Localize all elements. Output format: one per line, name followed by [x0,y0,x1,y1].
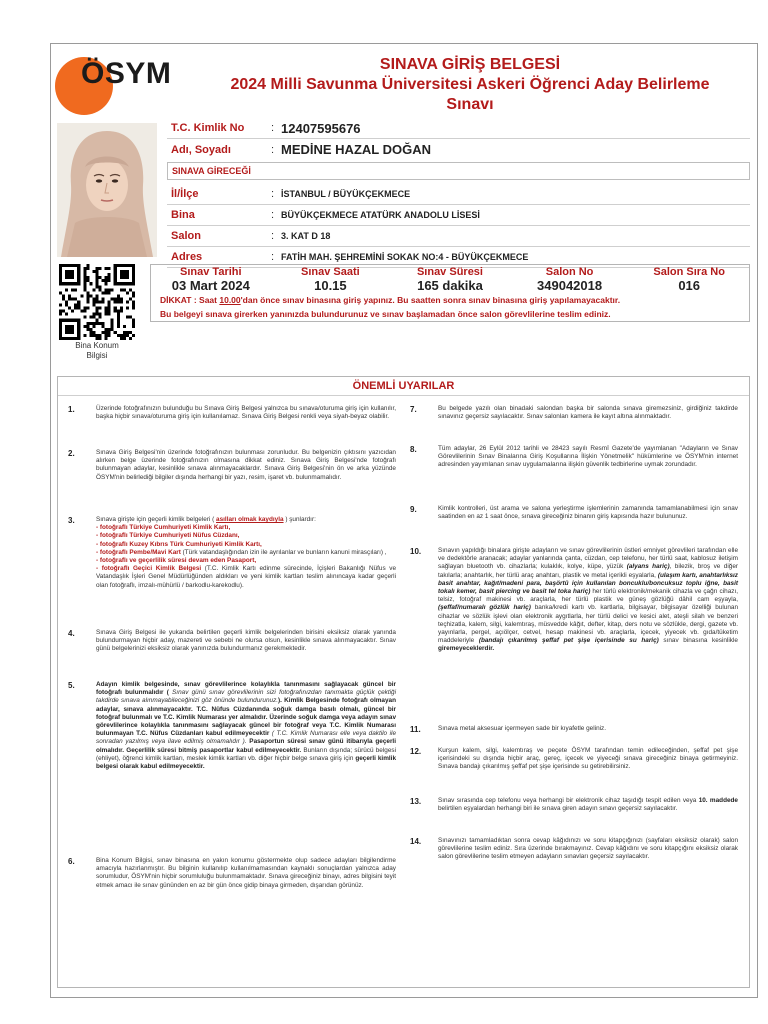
adres-label: Adres [171,251,203,263]
id-type-2: - fotoğraflı Türkiye Cumhuriyeti Nüfus Cüzdanı, [96,532,240,540]
warning-item-1 [66,405,396,421]
warning-number: 4. [68,629,75,638]
warning-5-part-c: ). Kimlik Belgesinde fotoğrafı olmayan adaylar, sınava alınmayacaktır. T.C. Nüfus Cüzdanında soğuk damga basılı olmalı, güncel bir fotoğraf bulunmalı ve T.C. Kimlik Numarası yer almalıdır. Üzerinde soğuk damga veya adayın sınav görevlilerince kolaylıkla tanınmasını sağlayacak güncel bir fotoğraf veya T.C. Kimlik Numarası bulunmayan T.C. Nüfus Cüzdanları kabul edilmeyecektir [96,697,396,738]
salon-seat-label: Salon Sıra No [653,266,725,278]
exam-time-value: 10.15 [314,278,347,293]
title-line-3: Sınavı [446,96,494,113]
il-label: İl/İlçe [171,188,199,200]
warning-10-part-d: (ulaşım kartı, anahtarlıksız basit anahtar, kağıt/madeni para, başörtü için kullanılan boncuklu/boncuksuz toplu iğne, basit tokalı kemer, basit piercing ve basit tel toka hariç) [438,571,738,596]
warning-text: Kurşun kalem, silgi, kalemtıraş ve peçete ÖSYM tarafından temin edileceğinden, şeffaf pet şişe içerisindeki su dışında hiçbir araç, gereç, içecek ve yiyeceği sınava gireceğiniz binaya getirmeyiniz. Sınava bandajı çıkarılmış şeffaf pet şişe içerisinde su getirebilirsiniz. [438,747,738,771]
warning-13-part-a: Sınav sırasında cep telefonu veya herhangi bir elektronik cihaz taşıdığı tespit edilen veya [438,797,699,804]
bina-label: Bina [171,209,195,221]
warning-number: 2. [68,449,75,458]
salon-row [167,226,750,247]
warning-item-4 [66,629,396,654]
warning-text [438,547,738,654]
warning-item-8 [408,445,738,470]
notice-time: 10.00 [219,295,241,305]
warning-10-part-b: (alyans hariç) [626,563,670,571]
warning-item-6 [66,857,396,890]
exam-date-label: Sınav Tarihi [180,266,242,278]
id-type-3: - fotoğraflı Kuzey Kıbrıs Türk Cumhuriyeti Kimlik Kartı, [96,540,262,548]
warning-item-14 [408,837,738,862]
id-type-1: - fotoğraflı Türkiye Cumhuriyeti Kimlik Kartı, [96,524,231,532]
id-type-6-note: (T.C. Kimlik Kartı edinme sürecinde, İçişleri Bakanlığı Nüfus ve Vatandaşlık İşleri Genel Müdürlüğünden aldıkları ve yeni kimlik kartları teslim alınıncaya kadar geçerli olan fotoğraflı, imzalı-mühürlü / barkodlu-karekodlu). [96,565,397,589]
warning-text [96,516,396,590]
warning-item-5 [66,681,396,771]
warning-text: Üzerinde fotoğrafınızın bulunduğu bu Sınava Giriş Belgesi yalnızca bu sınava/oturuma giriş için kullanılır, başka hiçbir sınava/oturuma giriş için kullanılamaz. Sınava Giriş Belgesi renkli veya siyah-beyaz olabilir. [96,405,396,421]
warning-10-part-a: Sınavın yapıldığı binalara girişte adayların ve sınav görevlilerinin üstleri emniyet görevlileri tarafından elle ve dedektörle aranacak; adaylar yanlarında çanta, cüzdan, cep telefonu, her türlü saat, kablosuz iletişim sağlayan bluetooth vb. cihazlarla; kulaklık, kolye, küpe, yüzük [438,547,738,571]
name-value: MEDİNE HAZAL DOĞAN [281,142,431,157]
warning-number: 6. [68,857,75,866]
warning-number: 1. [68,405,75,414]
salon-seat-value: 016 [678,278,701,293]
warning-5-part-b: Sınav günü sınav görevlilerinin sizi fotoğrafınızdan tanımakta güçlük çektiği takdirde sınava alınmayabileceğinizi göz önünde bulundurunuz. [96,689,397,705]
warning-10-part-j: giremeyeceklerdir. [438,645,495,653]
warning-number: 14. [410,837,422,846]
warning-number: 12. [410,747,422,756]
warning-13-part-b: 10. maddede [698,797,738,804]
exam-duration-cell [390,265,510,293]
warning-item-10 [408,547,738,654]
salon-no-cell [510,265,630,293]
warning-10-part-e: her türlü elektronik/mekanik cihazla ve çağrı cihazı, telsiz, fotoğraf makinesi vb. araçlarla, her türlü plastik ve güneş gözlüğü dâhil cam eşyayla, [438,588,738,604]
bina-row [167,205,750,226]
tc-row [167,118,750,139]
warning-10-part-i: sınav binasına kesinlikle [658,637,738,645]
notice-prefix: DİKKAT : Saat [160,295,220,305]
warning-5-part-a: Adayın kimlik belgesinde, sınav görevlilerince kolaylıkla tanınmasını sağlayacak güncel bir fotoğrafı bulunmalıdır ( [96,681,396,697]
warning-item-9 [408,505,738,521]
warning-number: 3. [68,516,75,525]
warning-text: Kimlik kontrolleri, üst arama ve salona yerleştirme işlemlerinin zamanında tamamlanabilmesi için sınav saatinden en az 1 saat önce, sınava gireceğiniz binanın giriş kapısında hazır bulununuz. [438,505,738,521]
warning-13-part-c: belirtilen eşyalardan herhangi biri ile sınava giren adayın sınavı geçersiz sayılacaktır. [438,805,678,813]
warning-5-part-e: Pasaportun süresi sınav günü itibarıyla geçerli olmalıdır. Geçerlilik süresi bitmiş pasaportlar kabul edilmeyecektir. [96,738,396,754]
warning-text: Tüm adaylar, 26 Eylül 2012 tarihli ve 28423 sayılı Resmî Gazete'de yayımlanan "Adayların ve Sınav Görevlilerinin Sınav Binalarına Giriş Koşullarına İlişkin Yönetmelik" hükümlerine ve ÖSYM'nin internet adresinden yayımlanan sınav uygulamalarına ilişkin güvenlik tedbirlerine uymak zorundadır. [438,445,738,469]
warning-number: 13. [410,797,422,806]
warning-number: 9. [410,505,417,514]
warning-10-part-h: (bandajı çıkarılmış şeffaf pet şişe içerisinde su hariç) [478,637,659,645]
warning-number: 7. [410,405,417,414]
salon-no-label: Salon No [545,266,594,278]
warning-number: 10. [410,547,422,556]
colon: : [271,209,275,221]
warning-5-part-g: geçerli kimlik belgesi olarak kabul edilmeyecektir. [96,754,396,771]
warning-number: 8. [410,445,417,454]
qr-caption-line-1: Bina Konum [75,341,119,350]
warning-number: 11. [410,725,421,734]
osym-logo [55,55,185,115]
tc-value: 12407595676 [281,120,361,136]
exam-time-cell [271,265,391,293]
entry-time-notice [160,295,750,305]
warning-item-3 [66,516,396,590]
bina-value: BÜYÜKÇEKMECE ATATÜRK ANADOLU LİSESİ [281,210,480,220]
location-qr-code [57,264,137,340]
id-type-6: - fotoğraflı Geçici Kimlik Belgesi [96,565,202,573]
warning-text: Bu belgede yazılı olan binadaki salondan başka bir salonda sınava giremezsiniz, girdiğiniz takdirde sınavınız geçersiz sayılacaktır. Sınav salonları kamera ile kayıt altına alınmaktadır. [438,405,738,421]
warning-text: Sınavınızı tamamladıktan sonra cevap kâğıdınızı ve soru kitapçığınızı (sayfaları eksiksiz olarak) salon görevlilerine teslim ediniz. Sıra üzerinde bırakmayınız. Cevap kâğıdını ve soru kitapçığını eksiksiz olarak salon görevlilerine teslim etmeyen adayların sınavları geçersiz sayılacaktır. [438,837,738,861]
warning-text: Sınava Giriş Belgesi'nin üzerinde fotoğrafınızın bulunması zorunludur. Bu belgenizin çıktısını yazıcıdan alırken belge üzerinde fotoğrafınızın olmasına dikkat ediniz. Sınava Giriş Belgesi'nde fotoğrafı bulunmayan adaylar, kesinlikle sınava alınmayacaklardır. Sınava Giriş Belgesi'nin ön ve arka yüzünde ÖSYM'nin belirlediği bilgiler dışında herhangi bir yazı, resim, işaret vb. bulunmamalıdır. [96,449,396,481]
warning-item-12 [408,747,738,772]
warning-item-11 [408,725,738,734]
logo-text: ÖSYM [81,57,172,90]
exam-info-row [151,265,749,293]
warning-item-7 [408,405,738,421]
warning-3-emphasis: asılları olmak kaydıyla [216,516,284,523]
warning-3-intro-end: ) şunlardır: [283,516,316,523]
il-value: İSTANBUL / BÜYÜKÇEKMECE [281,189,411,199]
warning-text: Sınava Giriş Belgesi ile yukarıda belirtilen geçerli kimlik belgelerinden birisini eksiksiz olarak yanında bulundurmayan hiçbir aday, mazereti ve sebebi ne olursa olsun, kesinlikle sınava alınmayacaktır. Sınav günü belgelerinizi eksiksiz olarak yanınızda bulundurmanız gerekmektedir. [96,629,396,653]
name-row [167,139,750,160]
warning-text [438,797,738,813]
warning-10-part-f: (şeffaf/numaralı gözlük hariç) [438,604,531,612]
warning-text [96,681,396,771]
warning-3-intro: Sınava girişte için geçerli kimlik belgeleri ( [96,516,217,523]
divider [58,395,749,396]
colon: : [271,230,275,242]
exam-date-value: 03 Mart 2024 [171,278,250,293]
colon: : [271,251,275,263]
id-type-5: - fotoğraflı ve geçerlilik süresi devam eden Pasaport, [96,557,257,565]
exam-date-cell [151,265,271,293]
tc-label: T.C. Kimlik No [171,122,245,134]
warning-text: Bina Konum Bilgisi, sınav binasına en yakın konumu göstermekte olup sadece adayları bilgilendirme amacıyla hazırlanmıştır. Bu bilginin kullanılıp kullanılmamasından kaynaklı sonuçlardan yalnızca aday sorumludur, ÖSYM'nin hiçbir sorumluluğu bulunmamaktadır. Sınava gireceğiniz binayı, adres bilgisini teyit etmek amacı ile sınav gününden en az bir gün önce gidip binaya girmeden, dışarıdan görünüz. [96,857,396,889]
warning-item-2 [66,449,396,482]
salon-no-value: 349042018 [537,278,603,293]
warning-item-13 [408,797,738,813]
document-notice: Bu belgeyi sınava girerken yanınızda bulundurunuz ve sınav başlamadan önce salon görevlilerine teslim ediniz. [160,309,611,319]
title-line-1: SINAVA GİRİŞ BELGESİ [379,56,561,73]
important-warnings [57,376,750,988]
id-type-4-note: (Türk vatandaşlığından izin ile ayrılanlar ve bunların kanuni mirasçıları) , [180,548,387,556]
exam-duration-value: 165 dakika [417,278,483,293]
exam-duration-label: Sınav Süresi [416,266,483,278]
qr-caption [57,341,137,361]
il-row [167,184,750,205]
colon: : [271,143,275,156]
warning-5-part-f: Bunların dışında; sürücü belgesi (ehliyet), öğrenci kimlik kartları, meslek kimlik kartları vb. diğer hiçbir belge sınava giriş için [96,746,396,762]
document-title [190,55,750,115]
warnings-title: ÖNEMLİ UYARILAR [352,380,455,392]
warning-5-part-d: ( T.C. Kimlik Numarası elle veya daktilo ile sonradan yazılmış veya ilave edilmiş olmamalıdır ). [96,730,396,746]
salon-label: Salon [171,230,201,242]
candidate-info [167,118,750,268]
warning-number: 5. [68,681,75,690]
title-line-2: 2024 Milli Savunma Üniversitesi Askeri Öğrenci Aday Belirleme [230,76,710,93]
warning-10-part-c: , bilezik, broş ve diğer takılarla; anahtarlık, her türlü araç anahtarı, plastik ve metal içerikli eşyalarla, [438,563,738,579]
salon-seat-cell [629,265,749,293]
warning-text: Sınava metal aksesuar içermeyen sade bir kıyafetle geliniz. [438,725,607,732]
candidate-photo [57,123,157,257]
salon-value: 3. KAT D 18 [281,231,331,241]
notice-suffix: 'dan önce sınav binasına giriş yapınız. Bu saatten sonra sınav binasına giriş yapılamayacaktır. [240,295,621,305]
colon: : [271,188,275,200]
id-type-4: - fotoğraflı Pembe/Mavi Kart [96,548,181,556]
warning-10-part-g: banka/kredi kartı vb. kartlarla, bilgisayar, bilgisayar özelliği bulunan cihazlar ve sözlük işlevi olan elektronik aygıtlarla, her türlü delici ve kesici alet, ateşli silah ve benzeri teçhizatla, kalem, silgi, kalemtıraş, müsvedde kâğıt, defter, kitap, ders notu ve sözlükle, dergi, gazete vb. yayınlarla, pergel, açıölçer, cetvel, hesap makinesi vb. araçlarla, içecek, yiyecek vb. gıda/tüketim maddeleriyle [438,604,738,645]
colon: : [271,122,275,134]
name-label: Adı, Soyadı [171,143,231,156]
qr-caption-line-2: Bilgisi [86,351,108,360]
adres-value: FATİH MAH. ŞEHREMİNİ SOKAK NO:4 - BÜYÜKÇEKMECE [281,252,529,262]
exam-time-label: Sınav Saati [301,266,360,278]
sinava-gireceği-header: SINAVA GİRECEĞİ [167,162,750,180]
